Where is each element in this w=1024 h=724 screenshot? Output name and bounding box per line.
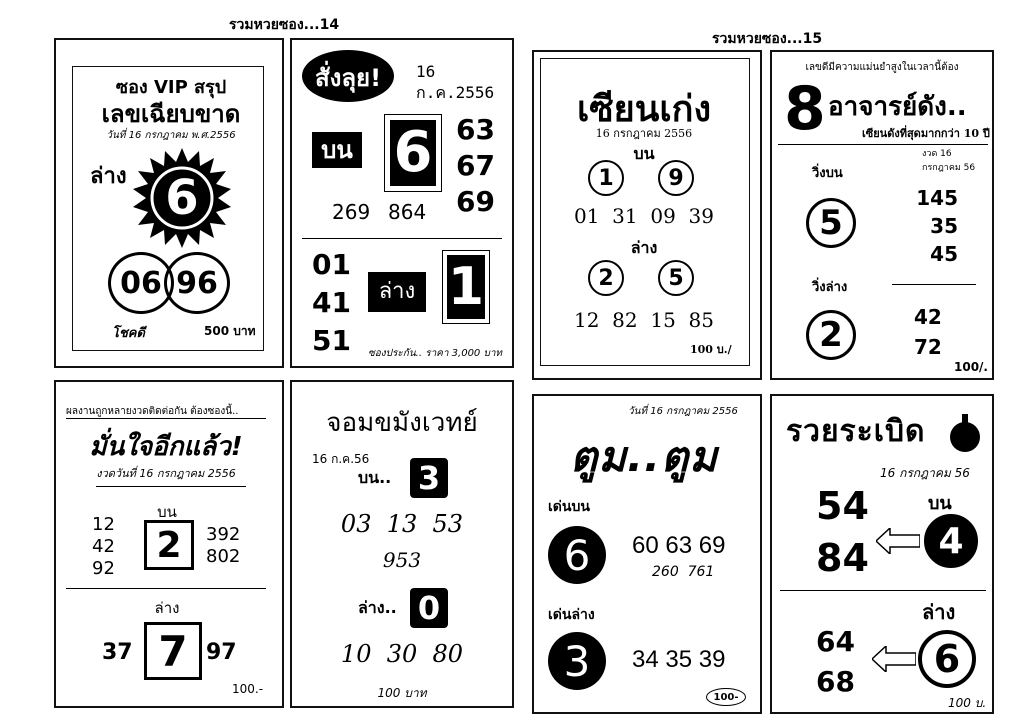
manjai-right-nums bbox=[206, 524, 240, 568]
sian-date: 16 กรกฎาคม 2556 bbox=[595, 127, 693, 140]
ruay-divider bbox=[780, 590, 986, 591]
sanglui-left-nums bbox=[312, 246, 351, 360]
manjai-left-nums bbox=[92, 514, 115, 580]
sanglui-title: สั่งลุย! bbox=[314, 64, 382, 92]
jom-mid: 953 bbox=[382, 548, 422, 572]
manjai-lower-left: 37 bbox=[102, 640, 133, 665]
achan-sub: เซียนดังที่สุดมากกว่า 10 ปี bbox=[862, 127, 990, 140]
manjai-price: 100.- bbox=[232, 682, 264, 696]
toom-price: 100- bbox=[706, 688, 746, 706]
manjai-date: งวดวันที่ 16 กรกฎาคม 2556 bbox=[96, 467, 236, 480]
jom-upper-label: บน.. bbox=[358, 468, 392, 487]
achan-top: เลขดีมีความแม่นยำสูงในเวลานี้ต้อง bbox=[805, 62, 959, 73]
header-left: รวมหวยซอง...14 bbox=[229, 17, 340, 33]
sanglui-lower-box bbox=[442, 250, 490, 324]
manjai-lower-right: 97 bbox=[206, 640, 237, 665]
jom-lower-digit: 0 bbox=[410, 588, 448, 628]
vip-footer-right: 500 บาท bbox=[204, 324, 256, 338]
manjai-left-num: 42 bbox=[92, 536, 115, 557]
ruay-upper-nums bbox=[816, 480, 869, 584]
sian-price: 100 บ./ bbox=[690, 343, 732, 356]
manjai-left-num: 92 bbox=[92, 558, 115, 579]
header-right: รวมหวยซอง...15 bbox=[712, 31, 823, 47]
toom-lower-label: เด่นล่าง bbox=[548, 607, 595, 623]
card-toom bbox=[532, 394, 762, 714]
achan-lower-digit: 2 bbox=[806, 310, 856, 360]
sanglui-lower-label: ล่าง bbox=[368, 272, 426, 312]
sanglui-upper-num: 69 bbox=[456, 185, 495, 218]
achan-upper-nums bbox=[902, 184, 958, 268]
vip-date: วันที่ 16 กรกฎาคม พ.ศ.2556 bbox=[106, 130, 236, 141]
sanglui-footer: ซองประกัน.. ราคา 3,000 บาท bbox=[368, 348, 503, 359]
toom-upper-label: เด่นบน bbox=[548, 499, 590, 515]
ruay-lower-label: ล่าง bbox=[922, 600, 956, 624]
sanglui-divider bbox=[302, 238, 502, 239]
arrow-left-icon bbox=[876, 528, 920, 554]
manjai-right-num: 802 bbox=[206, 546, 241, 567]
achan-upper-label: วิ่งบน bbox=[812, 166, 843, 181]
achan-upper-digit: 5 bbox=[806, 198, 856, 248]
card-manjai bbox=[54, 380, 284, 708]
sanglui-lower-digit: 1 bbox=[447, 257, 485, 317]
sian-lower-digit-1: 2 bbox=[588, 260, 624, 296]
ruay-lower-num: 64 bbox=[816, 625, 855, 658]
vip-title-2: เลขเฉียบขาด bbox=[101, 100, 241, 128]
ruay-lower-digit: 6 bbox=[918, 630, 976, 688]
achan-lower-num: 72 bbox=[914, 335, 942, 359]
ruay-title: รวยระเบิด bbox=[786, 414, 926, 449]
manjai-divider-1 bbox=[66, 418, 266, 419]
ruay-upper-digit: 4 bbox=[924, 514, 978, 568]
vip-lower-label: ล่าง bbox=[90, 164, 127, 189]
sanglui-upper-num: 67 bbox=[456, 149, 495, 182]
card-sanglui bbox=[290, 38, 514, 368]
manjai-divider-3 bbox=[66, 588, 266, 589]
achan-title: อาจารย์ดัง.. bbox=[828, 92, 967, 122]
bomb-fuse-icon bbox=[962, 414, 968, 424]
achan-upper-num: 35 bbox=[930, 214, 958, 238]
toom-lower-digit: 3 bbox=[548, 632, 606, 690]
manjai-lower-label: ล่าง bbox=[154, 599, 180, 617]
achan-divider-1 bbox=[778, 144, 988, 145]
sanglui-upper-label: บน bbox=[312, 132, 362, 168]
vip-pair-1: 06 bbox=[108, 252, 174, 314]
manjai-title: มั่นใจอีกแล้ว! bbox=[89, 432, 243, 462]
sanglui-upper-digit: 6 bbox=[390, 120, 436, 186]
ruay-upper-label: บน bbox=[928, 493, 952, 514]
ruay-upper-num: 54 bbox=[816, 484, 869, 528]
sian-lower-label: ล่าง bbox=[630, 238, 658, 257]
manjai-upper-label: บน bbox=[157, 503, 177, 521]
jom-upper-nums: 03 13 53 bbox=[340, 510, 464, 538]
sanglui-mid-num-1: 269 bbox=[332, 200, 371, 224]
sanglui-left-num: 41 bbox=[312, 286, 351, 319]
manjai-left-num: 12 bbox=[92, 514, 115, 535]
sanglui-mid-num-2: 864 bbox=[388, 200, 427, 224]
card-ruay bbox=[770, 394, 994, 714]
manjai-divider-2 bbox=[96, 486, 246, 487]
toom-lower-nums: 34 35 39 bbox=[632, 646, 726, 673]
achan-divider-2 bbox=[892, 284, 976, 285]
jom-lower-label: ล่าง.. bbox=[358, 598, 397, 617]
sian-upper-digit-2: 9 bbox=[658, 160, 694, 196]
arrow-left-icon bbox=[872, 646, 916, 672]
card-jom bbox=[290, 380, 514, 708]
jom-lower-nums: 10 30 80 bbox=[340, 640, 464, 668]
achan-upper-num: 45 bbox=[930, 242, 958, 266]
card-vip bbox=[54, 38, 284, 368]
sian-title: เซียนเก่ง bbox=[576, 89, 712, 130]
card-achan bbox=[770, 50, 994, 380]
vip-title-1: ซอง VIP สรุป bbox=[115, 77, 227, 98]
ruay-lower-nums bbox=[816, 622, 855, 702]
sanglui-left-num: 01 bbox=[312, 248, 351, 281]
sanglui-left-num: 51 bbox=[312, 324, 351, 357]
vip-footer-left: โชคดี bbox=[112, 326, 145, 341]
vip-lower-digit: 6 bbox=[165, 170, 199, 226]
sanglui-date: 16 ก.ค.2556 bbox=[416, 62, 495, 102]
toom-upper-sub: 260 761 bbox=[652, 564, 715, 580]
achan-date: งวด 16 กรกฎาคม 56 bbox=[922, 149, 976, 173]
vip-pair-2: 96 bbox=[164, 252, 230, 314]
sanglui-upper-num: 63 bbox=[456, 113, 495, 146]
manjai-top: ผลงานถูกหลายงวดติดต่อกัน ต้องซองนี้.. bbox=[66, 406, 239, 417]
manjai-lower-digit: 7 bbox=[144, 622, 202, 680]
sian-upper-nums: 01 31 09 39 bbox=[574, 204, 714, 228]
sanglui-upper-box bbox=[384, 114, 442, 192]
sian-lower-nums: 12 82 15 85 bbox=[574, 308, 714, 332]
jom-upper-digit: 3 bbox=[410, 458, 448, 498]
toom-upper-nums: 60 63 69 bbox=[632, 532, 726, 559]
ruay-date: 16 กรกฎาคม 56 bbox=[880, 466, 970, 480]
achan-lower-nums bbox=[914, 302, 942, 362]
toom-title: ตูม..ตูม bbox=[570, 432, 718, 481]
achan-upper-num: 145 bbox=[916, 186, 958, 210]
ruay-lower-num: 68 bbox=[816, 665, 855, 698]
achan-price: 100/. bbox=[954, 360, 988, 374]
jom-date: 16 ก.ค.56 bbox=[312, 452, 370, 466]
sian-upper-digit-1: 1 bbox=[588, 160, 624, 196]
jom-title: จอมขมังเวทย์ bbox=[326, 408, 478, 438]
bomb-icon bbox=[950, 422, 980, 452]
achan-lower-label: วิ่งล่าง bbox=[812, 280, 848, 295]
toom-upper-digit: 6 bbox=[548, 526, 606, 584]
sian-upper-label: บน bbox=[633, 144, 655, 163]
sanglui-upper-nums bbox=[456, 112, 495, 220]
card-sian bbox=[532, 50, 762, 380]
achan-num: 8 bbox=[784, 74, 826, 144]
manjai-right-num: 392 bbox=[206, 524, 241, 545]
jom-price: 100 บาท bbox=[377, 686, 427, 700]
ruay-price: 100 บ. bbox=[948, 696, 987, 710]
achan-lower-num: 42 bbox=[914, 305, 942, 329]
ruay-upper-num: 84 bbox=[816, 536, 869, 580]
manjai-upper-digit: 2 bbox=[144, 520, 194, 570]
sian-lower-digit-2: 5 bbox=[658, 260, 694, 296]
toom-date: วันที่ 16 กรกฎาคม 2556 bbox=[628, 406, 738, 417]
